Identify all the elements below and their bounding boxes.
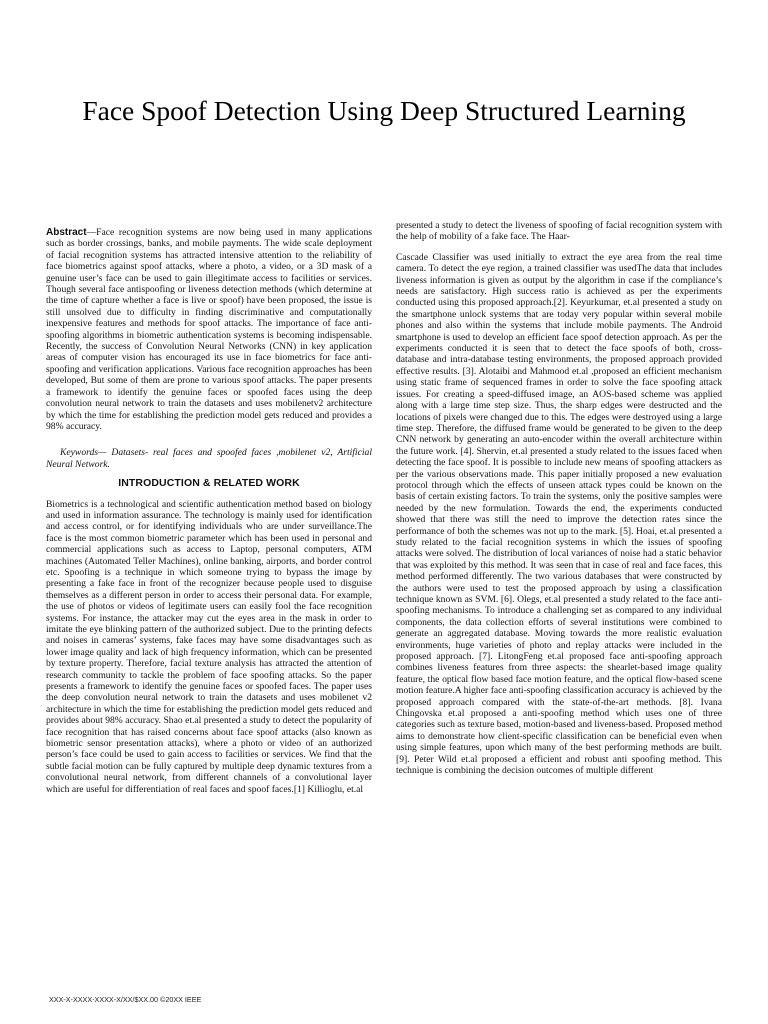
right-column-main-paragraph: Cascade Classifier was used initially to extract the eye area from the real time camera. To detect the eye region, a trained classifier was usedThe data that includes liveness information is given as output by the algorithm in case if the compliance’s needs are satisfactory. High success ratio is achieved as per the experiments conducted using this proposed approach.[2]. Keyurkumar, et.al presented a study on the smartphone unlock systems that are today very popular within several mobile phones and also within the systems that include mobile payments. The Android smartphone is used to develop an efficient face spoof detection approach. As per the experiments conducted it is seen that to detect the face spoofs of both, cross-database and intra-database testing environments, the proposed approach provided effective results. [3]. Alotaibi and Mahmood et.al ,proposed an efficient mechanism using static frame of sequenced frames in order to solve the face spoofing attack issues. For creating a speed-diffused image, an AOS-based scheme was applied along with a large time step size. Thus, the sharp edges were destructed and the locations of pixels were changed due to this. The edges were destroyed using a large time step. Therefore, the diffused frame would be generated to be given to the deep CNN network by generating an auto-encoder within the overall architecture within the future work. [4]. Shervin, et.al presented a study related to the issues faced when detecting the face spoof. It is possible to include new means of spoofing attackers as per the various observations made. This paper initially proposed a new evaluation protocol through which the effects of unseen attack types could be known on the basis of certain existing factors. To train the systems, only the positive samples were needed by the new formulation. Towards the end, the experiments conducted showed that there was still the need to improve the detection rates since the performance of both the schemes was not up to the mark. [5]. Hoai, et.al presented a study related to the facial recognition systems in which the issues of spoofing attacks were solved. The distribution of local variances of noise had a static behavior that was exploited by this method. It was seen that in case of real and face faces, this method performed differently. The two various databases that were constructed by the authors were used to test the proposed approach by using a classification technique known as SVM. [6]. Olegs, et.al presented a study related to the face anti-spoofing mechanisms. To introduce a challenging set as compared to any individual components, the data collection efforts of several institutions were combined to generate an aggregated database. Moving towards the more realistic evaluation environments, huge varieties of photo and replay attacks were included in the proposed approach. [7]. LitongFeng et.al proposed face anti-spoofing approach combines liveness features from three aspects: the shearlet-based image quality feature, the optical flow based face motion feature, and the optical flow-based scene motion feature.A higher face anti-spoofing classification accuracy is achieved by the proposed approach compared with the state-of-the-art methods. [8]. Ivana Chingovska et.al proposed a anti-spoofing method which uses one of three categories such as texture based, motion-based and liveness-based. Proposed method aims to demonstrate how client-specific classification can be beneficial even when using simple features, upon which many of the best performing methods are built.[9]. Peter Wild et.al proposed a efficient and robust anti spoofing method. This technique is combining the decision outcomes of multiple different (396, 251, 722, 777)
abstract-label: Abstract (46, 227, 87, 238)
paper-title: Face Spoof Detection Using Deep Structured Learning (82, 95, 686, 126)
abstract-text: —Face recognition systems are now being used in many applications such as border crossings, banks, and mobile payments. The wide scale deployment of facial recognition systems has attracted intensive attention to the reliability of face biometrics against spoof attacks, where a photo, a video, or a 3D mask of a genuine user’s face can be used to gain illegitimate access to facilities or services. Though several face antispoofing or liveness detection methods (which determine at the time of capture whether a face is live or spoof) have been proposed, the issue is still unsolved due to difficulty in finding discriminative and computationally inexpensive features and methods for spoof attacks. The importance of face anti-spoofing algorithms in biometric authentication systems is becoming indispensable. Recently, the success of Convolution Neural Networks (CNN) in key application areas of computer vision has encouraged its use in face biometrics for face anti-spoofing and verification applications. Various face recognition approaches has been developed, But some of them are prone to various spoof attacks. The paper presents a framework to identify the genuine faces or spoofed faces using the deep convolution neural network to train the datasets and uses mobilenetv2 architecture by which the time for establishing the prediction model gets reduced and provides a 98% accuracy. (46, 227, 372, 432)
right-column (396, 220, 722, 777)
left-column (46, 227, 372, 795)
abstract-paragraph (46, 227, 372, 432)
section-heading: INTRODUCTION & RELATED WORK (118, 477, 300, 490)
intro-paragraph: Biometrics is a technological and scientific authentication method based on biology and used in information assurance. The technology is mainly used for identification and access control, or for identifying individuals who are under surveillance.The face is the most common biometric parameter which has been used in personal and commercial applications such as access to Laptop, personal computers, ATM machines (Automated Teller Machines), online banking, airports, and border control etc. Spoofing is a technique in which someone trying to bypass the image by presenting a fake face in front of the recognizer because people used to disguise themselves as a different person in order to access their personal data. For example, the use of photos or videos of legitimate users can easily fool the face recognition systems. For instance, the attacker may cut the eyes area in the mask in order to imitate the eye blinking pattern of the authorized subject. Due to the printing defects and noises in cameras’ systems, fake faces may have some disadvantages such as lower image quality and lack of high frequency information, which can be presented by texture property. Therefore, facial texture analysis has attracted the attention of research community to tackle the problem of face spoofing attacks. So the paper presents a framework to identify the genuine faces or spoofed faces. The paper uses the deep convolution neural network to train the datasets and uses mobilenet v2 architecture in which the time for establishing the prediction model gets reduced and provides about 98% accuracy. Shao et.al presented a study to detect the popularity of face recognition that has raised concerns about face spoof attacks (also known as biometric sensor presentation attacks), where a photo or video of an authorized person’s face could be used to gain access to facilities or services. We find that the subtle facial motion can be fully captured by multiple deep dynamic textures from a convolutional neural network, from different channels of a convolutional layer which are useful for differentiation of real faces and spoof faces.[1] Killioglu, et.al (46, 498, 372, 795)
keywords: Keywords— Datasets- real faces and spoofed faces ,mobilenet v2, Artificial Neural Network. (46, 447, 372, 470)
copyright-footer: XXX-X-XXXX-XXXX-X/XX/$XX.00 ©20XX IEEE (49, 995, 202, 1004)
right-column-top-paragraph: presented a study to detect the liveness of spoofing of facial recognition system with the help of mobility of a fake face. The Haar- (396, 220, 722, 243)
